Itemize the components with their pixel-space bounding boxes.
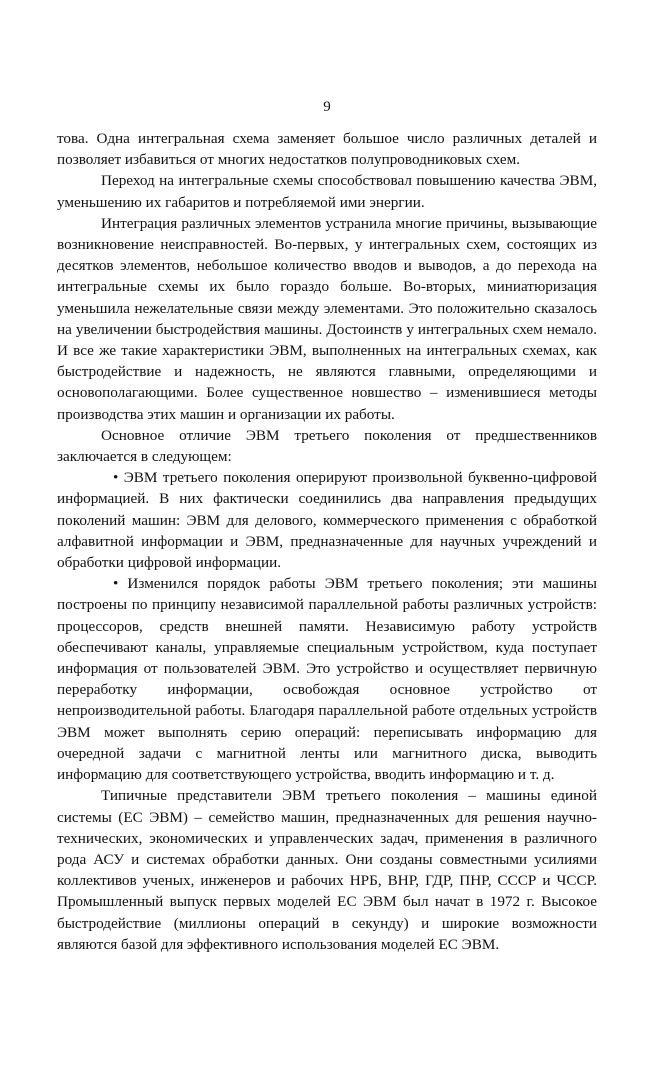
bullet-alphanumeric-information: • ЭВМ третьего поколения оперируют произвольной буквенно-цифровой информацией. В них фактически соединились два направления предыдущих поколений машин: ЭВМ для делового, коммерческого применения с обработкой алфавитной информации и ЭВМ, предназначенные для научных учреждений и обработки цифровой информации. bbox=[57, 469, 597, 572]
paragraph-continuation: това. Одна интегральная схема заменяет большое число различных деталей и позволяет избавиться от многих недостатков полупроводниковых схем. bbox=[57, 130, 597, 169]
paragraph-es-evm-family: Типичные представители ЭВМ третьего поколения – машины единой системы (ЕС ЭВМ) – семейство машин, предназначенных для решения научно-технических, экономических и управленческих задач, применения в различного рода АСУ и системах обработки данных. Они созданы совместными усилиями коллективов ученых, инженеров и рабочих НРБ, ВНР, ГДР, ПНР, СССР и ЧССР. Промышленный выпуск первых моделей ЕС ЭВМ был начат в 1972 г. Высокое быстродействие (миллионы операций в секунду) и широкие возможности являются базой для эффективного использования моделей ЕС ЭВМ. bbox=[57, 787, 597, 953]
body-text bbox=[57, 128, 597, 955]
paragraph-third-generation-difference: Основное отличие ЭВМ третьего поколения от предшественников заключается в следующем: bbox=[57, 426, 597, 466]
paragraph-integrated-circuits-transition: Переход на интегральные схемы способствовал повышению качества ЭВМ, уменьшению их габаритов и потребляемой ими энергии. bbox=[57, 172, 597, 211]
paragraph-integration-benefits: Интеграция различных элементов устранила многие причины, вызывающие возникновение неисправностей. Во-первых, у интегральных схем, состоящих из десятков элементов, небольшое количество вводов и выводов, а до перехода на интегральные схемы их было гораздо больше. Во-вторых, миниатюризация уменьшила нежелательные связи между элементами. Это положительно сказалось на увеличении быстродействия машины. Достоинств у интегральных схем немало. И все же такие характеристики ЭВМ, выполненных на интегральных схемах, как быстродействие и надежность, не являются главными, определяющими и основополагающими. Более существенное новшество – изменившиеся методы производства этих машин и организации их работы. bbox=[57, 214, 597, 423]
bullet-parallel-operation: • Изменился порядок работы ЭВМ третьего поколения; эти машины построены по принципу независимой параллельной работы различных устройств: процессоров, средств внешней памяти. Независимую работу устройств обеспечивают каналы, управляемые специальным устройством, куда поступает информация от пользователей ЭВМ. Это устройство и осуществляет первичную переработку информации, освобождая основное устройство от непроизводительной работы. Благодаря параллельной работе отдельных устройств ЭВМ может выполнять серию операций: переписывать информацию для очередной задачи с магнитной ленты или магнитного диска, выводить информацию для соответствующего устройства, вводить информацию и т. д. bbox=[57, 575, 597, 784]
page-number: 9 bbox=[323, 99, 331, 115]
